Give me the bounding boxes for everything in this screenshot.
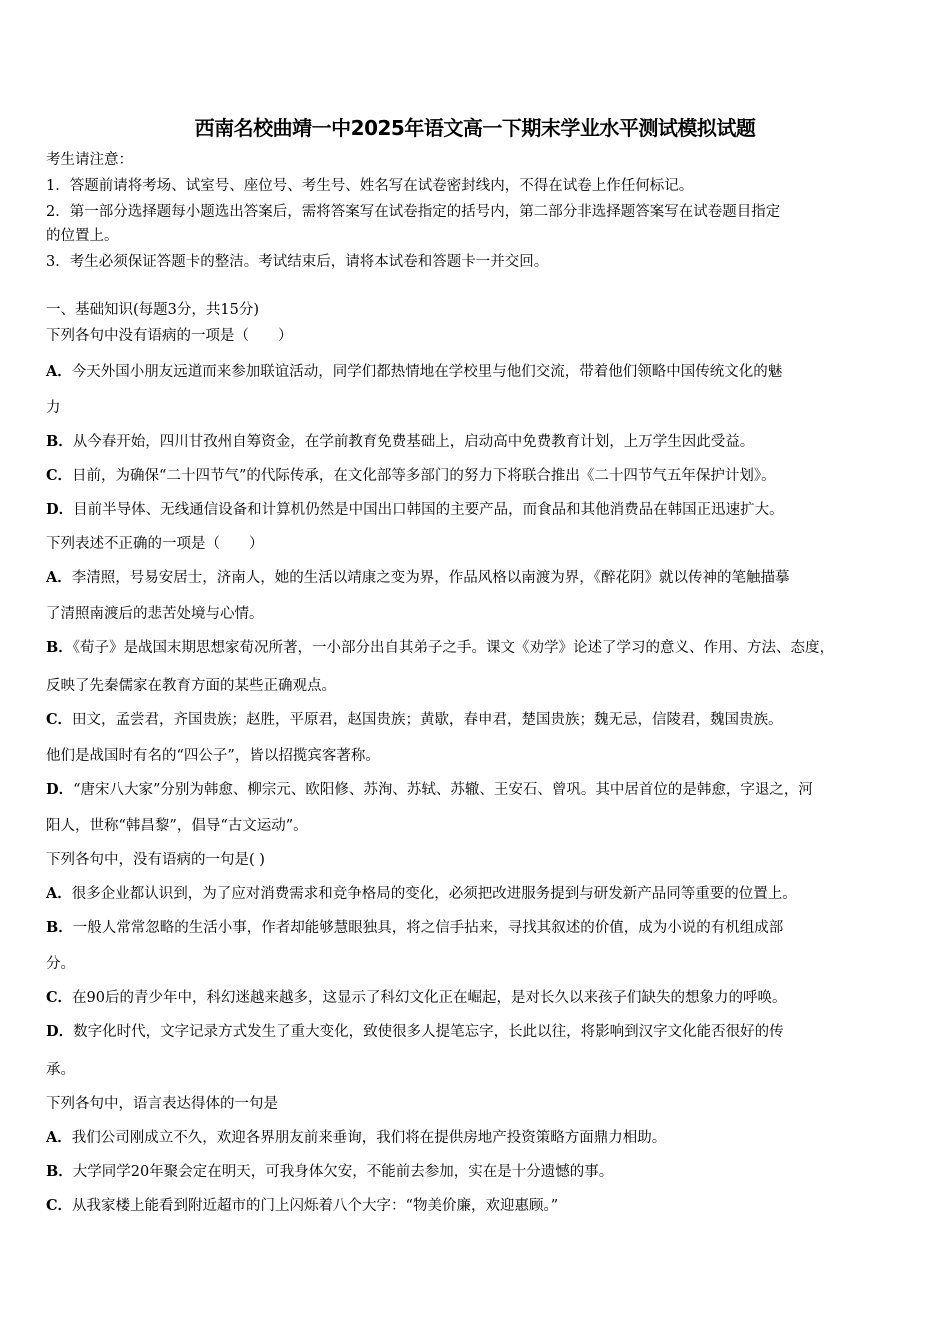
q4-option-b-text: 大学同学20年聚会定在明天，可我身体欠安，不能前去参加，实在是十分遗憾的事。 (72, 1164, 614, 1180)
section-heading: 一、基础知识(每题3分，共15分) (46, 302, 259, 318)
q3-option-b (46, 918, 926, 938)
q2-option-a-label: A． (46, 569, 72, 586)
notice-item-1: 1．答题前请将考场、试室号、座位号、考生号、姓名写在试卷密封线内，不得在试卷上作任何标记。 (46, 178, 694, 194)
q1-stem: 下列各句中没有语病的一项是（ ） (46, 328, 293, 344)
q4-option-b-label: B． (46, 1163, 73, 1180)
notice-item-2: 2．第一部分选择题每小题选出答案后，需将答案写在试卷指定的括号内，第二部分非选择题答案写在试卷题目指定 (46, 204, 781, 220)
q3-option-b-text: 一般人常常忽略的生活小事，作者却能够慧眼独具，将之信手拈来，寻找其叙述的价值，成为小说的有机组成部 (72, 920, 784, 936)
q4-option-c-label: C． (46, 1197, 73, 1214)
q3-option-d (46, 1022, 926, 1042)
q2-option-d-label: D． (46, 781, 74, 798)
q1-option-a-text: 今天外国小朋友远道而来参加联谊活动，同学们都热情地在学校里与他们交流，带着他们领略中国传统文化的魅 (71, 364, 783, 380)
q2-option-d (46, 780, 926, 800)
q3-option-c-text: 在90后的青少年中，科幻迷越来越多，这显示了科幻文化正在崛起，是对长久以来孩子们缺失的想象力的呼唤。 (72, 990, 787, 1006)
q2-option-b-cont: 反映了先秦儒家在教育方面的某些正确观点。 (46, 678, 336, 694)
q2-stem: 下列表述不正确的一项是（ ） (46, 536, 264, 552)
q1-option-c-text: 日前，为确保“二十四节气”的代际传承，在文化部等多部门的努力下将联合推出《二十四节气五年保护计划》。 (72, 468, 776, 484)
q3-option-b-cont: 分。 (46, 956, 75, 972)
q1-option-b-label: B． (46, 433, 73, 450)
q2-option-c-cont: 他们是战国时有名的“四公子”，皆以招揽宾客著称。 (46, 748, 380, 764)
q4-option-a-label: A． (46, 1129, 72, 1146)
q3-option-c (46, 988, 926, 1008)
q1-option-d (46, 500, 926, 520)
q3-option-d-label: D． (46, 1023, 74, 1040)
q3-option-a-label: A． (46, 885, 72, 902)
q3-stem: 下列各句中，没有语病的一句是( ) (46, 852, 265, 868)
notice-item-2-cont: 的位置上。 (46, 228, 119, 244)
q2-option-b-label: B． (46, 639, 73, 656)
q4-option-b (46, 1162, 926, 1182)
q2-option-a-text: 李清照，号易安居士，济南人，她的生活以靖康之变为界，作品风格以南渡为界，《醉花阴》就以传神的笔触描摹 (71, 570, 790, 586)
q1-option-c-label: C． (46, 467, 73, 484)
q3-option-b-label: B． (46, 919, 73, 936)
q2-option-a (46, 568, 926, 588)
q3-option-a-text: 很多企业都认识到，为了应对消费需求和竞争格局的变化，必须把改进服务提到与研发新产品同等重要的位置上。 (71, 886, 797, 902)
q2-option-d-cont: 阳人，世称“韩昌黎”，倡导“古文运动”。 (46, 818, 308, 834)
q3-option-d-text: 数字化时代，文字记录方式发生了重大变化，致使很多人提笔忘字，长此以往，将影响到汉字文化能否很好的传 (73, 1024, 784, 1040)
q2-option-c-text: 田文，孟尝君，齐国贵族；赵胜，平原君，赵国贵族；黄歇，春申君，楚国贵族；魏无忌，信陵君，魏国贵族。 (72, 712, 783, 728)
q1-option-d-text: 目前半导体、无线通信设备和计算机仍然是中国出口韩国的主要产品，而食品和其他消费品在韩国正迅速扩大。 (73, 502, 784, 518)
q3-option-d-cont: 承。 (46, 1062, 75, 1078)
q4-option-a-text: 我们公司刚成立不久，欢迎各界朋友前来垂询，我们将在提供房地产投资策略方面鼎力相助。 (71, 1130, 667, 1146)
q1-option-a-cont: 力 (46, 400, 61, 416)
notice-item-3: 3．考生必须保证答题卡的整洁。考试结束后，请将本试卷和答题卡一并交回。 (46, 254, 549, 270)
q2-option-a-cont: 了清照南渡后的悲苦处境与心情。 (46, 606, 264, 622)
q2-option-b (46, 638, 926, 658)
q4-option-c-text: 从我家楼上能看到附近超市的门上闪烁着八个大字：“物美价廉，欢迎惠顾。” (72, 1198, 559, 1214)
q1-option-a (46, 362, 926, 382)
q2-option-d-text: “唐宋八大家”分别为韩愈、柳宗元、欧阳修、苏洵、苏轼、苏辙、王安石、曾巩。其中居首位的是韩愈，字退之，河 (73, 782, 813, 798)
q3-option-c-label: C． (46, 989, 73, 1006)
q4-stem: 下列各句中，语言表达得体的一句是 (46, 1096, 278, 1112)
q1-option-b (46, 432, 926, 452)
q1-option-d-label: D． (46, 501, 74, 518)
q1-option-a-label: A． (46, 363, 72, 380)
q2-option-c-label: C． (46, 711, 73, 728)
q4-option-a (46, 1128, 926, 1148)
q1-option-c (46, 466, 926, 486)
q2-option-b-text: 《荀子》是战国末期思想家荀况所著，一小部分出自其弟子之手。课文《劝学》论述了学习的意义、作用、方法、态度， (72, 640, 835, 656)
q3-option-a (46, 884, 926, 904)
page-title: 西南名校曲靖一中2025年语文高一下期末学业水平测试模拟试题 (194, 116, 756, 140)
q4-option-c (46, 1196, 926, 1216)
q1-option-b-text: 从今春开始，四川甘孜州自筹资金，在学前教育免费基础上，启动高中免费教育计划，上万学生因此受益。 (72, 434, 755, 450)
q2-option-c (46, 710, 926, 730)
notice-heading: 考生请注意： (46, 152, 133, 168)
